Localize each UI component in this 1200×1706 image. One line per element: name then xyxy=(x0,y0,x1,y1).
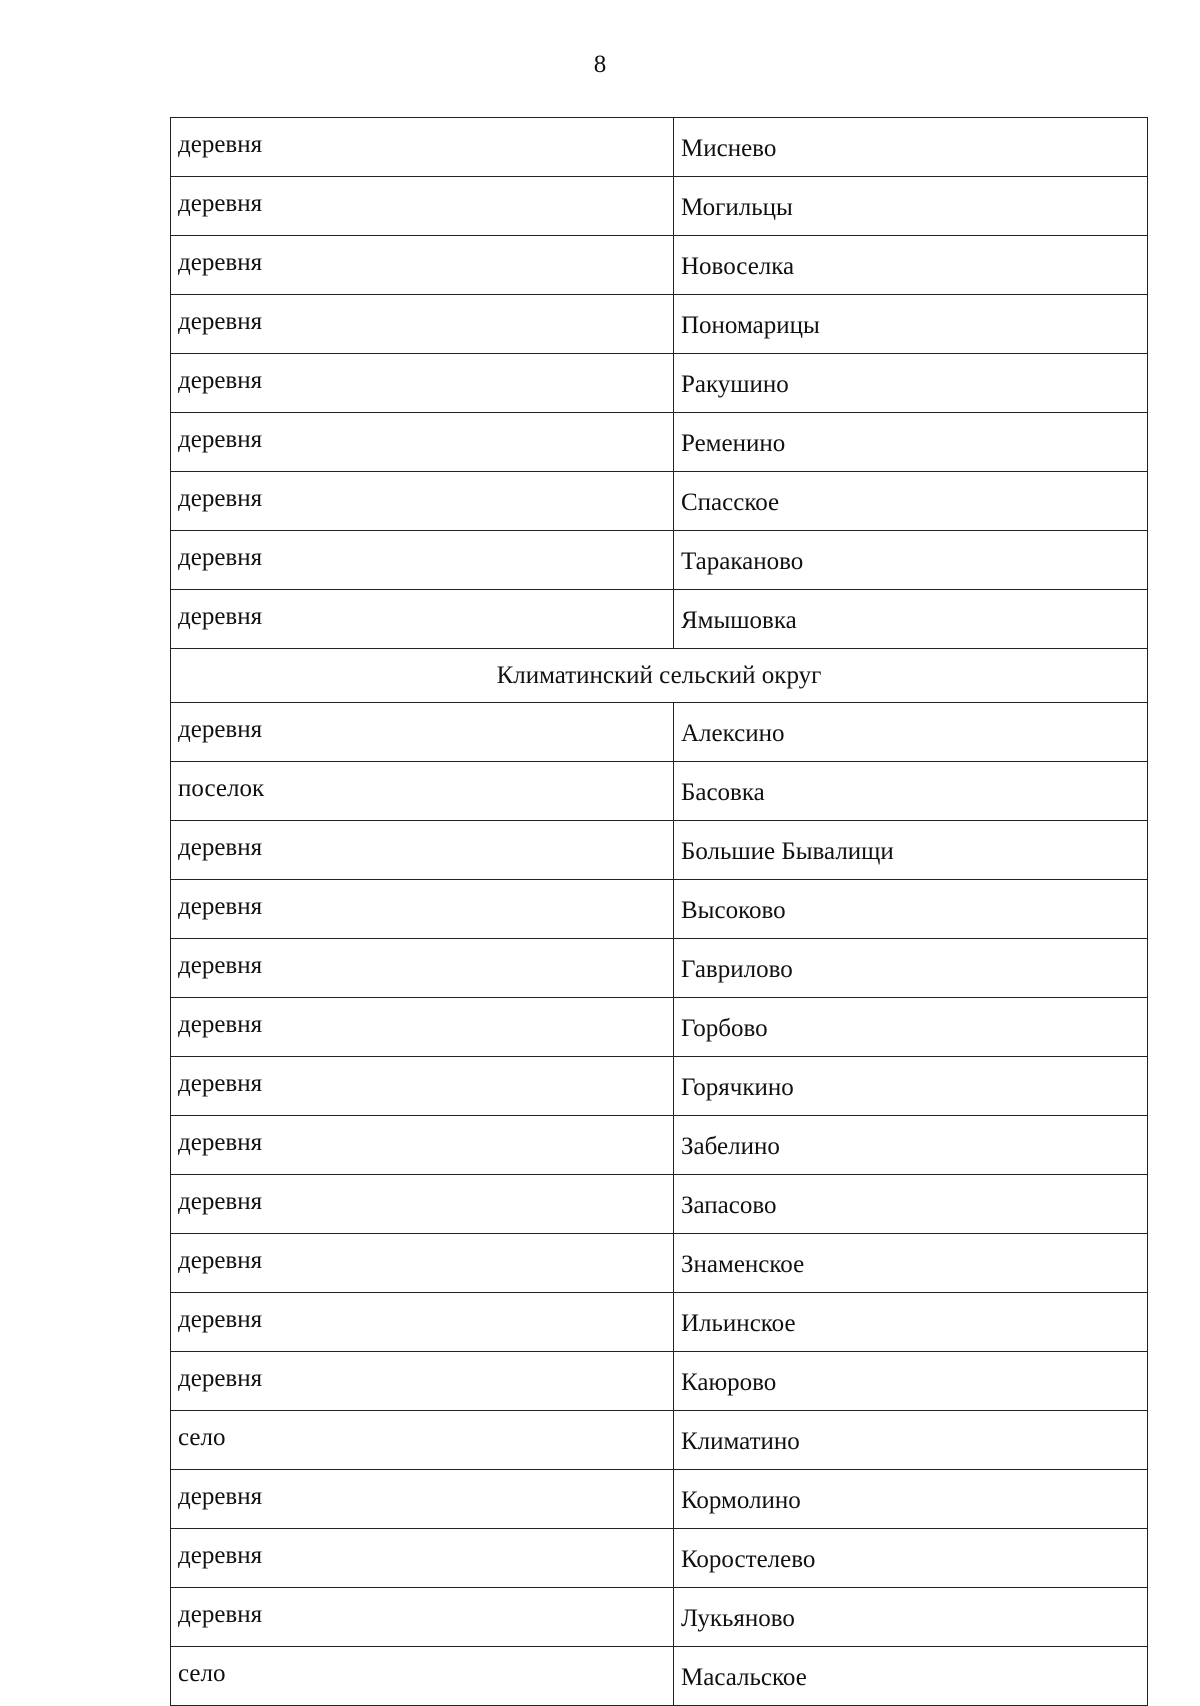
settlement-name-cell: Большие Бывалищи xyxy=(674,821,1148,880)
settlements-table-body xyxy=(171,118,1148,1706)
settlement-name-cell: Алексино xyxy=(674,703,1148,762)
settlement-name-cell: Миснево xyxy=(674,118,1148,177)
settlement-type-cell: деревня xyxy=(171,236,674,295)
settlement-name-cell: Могильцы xyxy=(674,177,1148,236)
settlement-name-cell: Каюрово xyxy=(674,1352,1148,1411)
settlement-name-cell: Ракушино xyxy=(674,354,1148,413)
settlement-name-cell: Тараканово xyxy=(674,531,1148,590)
settlement-name-cell: Ильинское xyxy=(674,1293,1148,1352)
table-row xyxy=(171,1175,1148,1234)
table-row xyxy=(171,413,1148,472)
settlement-name-cell: Коростелево xyxy=(674,1529,1148,1588)
table-row xyxy=(171,1411,1148,1470)
section-title: Климатинский сельский округ xyxy=(171,649,1148,703)
table-row xyxy=(171,762,1148,821)
settlement-type-cell: деревня xyxy=(171,703,674,762)
table-row xyxy=(171,354,1148,413)
settlement-type-cell: деревня xyxy=(171,472,674,531)
settlement-name-cell: Ременино xyxy=(674,413,1148,472)
settlement-type-cell: деревня xyxy=(171,1588,674,1647)
settlement-type-cell: деревня xyxy=(171,413,674,472)
settlement-type-cell: поселок xyxy=(171,762,674,821)
settlement-type-cell: деревня xyxy=(171,1470,674,1529)
table-row xyxy=(171,1470,1148,1529)
settlement-name-cell: Горячкино xyxy=(674,1057,1148,1116)
table-row xyxy=(171,1293,1148,1352)
settlement-type-cell: деревня xyxy=(171,880,674,939)
settlement-type-cell: деревня xyxy=(171,821,674,880)
settlement-name-cell: Масальское xyxy=(674,1647,1148,1706)
section-header-row xyxy=(171,649,1148,703)
settlement-name-cell: Басовка xyxy=(674,762,1148,821)
settlement-type-cell: деревня xyxy=(171,118,674,177)
settlement-type-cell: деревня xyxy=(171,1529,674,1588)
settlement-name-cell: Спасское xyxy=(674,472,1148,531)
table-row xyxy=(171,1588,1148,1647)
settlement-type-cell: село xyxy=(171,1647,674,1706)
table-row xyxy=(171,1116,1148,1175)
settlement-type-cell: деревня xyxy=(171,354,674,413)
settlement-name-cell: Пономарицы xyxy=(674,295,1148,354)
settlement-name-cell: Горбово xyxy=(674,998,1148,1057)
settlement-type-cell: деревня xyxy=(171,590,674,649)
table-row xyxy=(171,531,1148,590)
table-row xyxy=(171,939,1148,998)
settlement-type-cell: деревня xyxy=(171,939,674,998)
table-row xyxy=(171,1352,1148,1411)
table-row xyxy=(171,821,1148,880)
settlement-type-cell: деревня xyxy=(171,1175,674,1234)
table-row xyxy=(171,880,1148,939)
settlement-name-cell: Гаврилово xyxy=(674,939,1148,998)
settlement-type-cell: деревня xyxy=(171,1352,674,1411)
settlement-type-cell: деревня xyxy=(171,1234,674,1293)
settlements-table xyxy=(170,117,1148,1706)
settlement-type-cell: деревня xyxy=(171,531,674,590)
settlement-name-cell: Новоселка xyxy=(674,236,1148,295)
table-row xyxy=(171,1057,1148,1116)
settlement-name-cell: Лукьяново xyxy=(674,1588,1148,1647)
settlement-type-cell: деревня xyxy=(171,1057,674,1116)
settlement-name-cell: Знаменское xyxy=(674,1234,1148,1293)
table-row xyxy=(171,472,1148,531)
settlement-type-cell: деревня xyxy=(171,1293,674,1352)
settlement-name-cell: Забелино xyxy=(674,1116,1148,1175)
settlement-name-cell: Запасово xyxy=(674,1175,1148,1234)
table-row xyxy=(171,590,1148,649)
settlement-type-cell: деревня xyxy=(171,998,674,1057)
page-number: 8 xyxy=(593,51,607,78)
settlement-type-cell: деревня xyxy=(171,1116,674,1175)
settlement-type-cell: село xyxy=(171,1411,674,1470)
settlement-name-cell: Высоково xyxy=(674,880,1148,939)
settlement-type-cell: деревня xyxy=(171,177,674,236)
settlement-name-cell: Кормолино xyxy=(674,1470,1148,1529)
table-row xyxy=(171,1234,1148,1293)
settlement-type-cell: деревня xyxy=(171,295,674,354)
table-row xyxy=(171,1529,1148,1588)
settlement-name-cell: Климатино xyxy=(674,1411,1148,1470)
settlement-name-cell: Ямышовка xyxy=(674,590,1148,649)
table-row xyxy=(171,177,1148,236)
table-row xyxy=(171,118,1148,177)
table-row xyxy=(171,236,1148,295)
table-row xyxy=(171,703,1148,762)
table-row xyxy=(171,998,1148,1057)
table-row xyxy=(171,295,1148,354)
